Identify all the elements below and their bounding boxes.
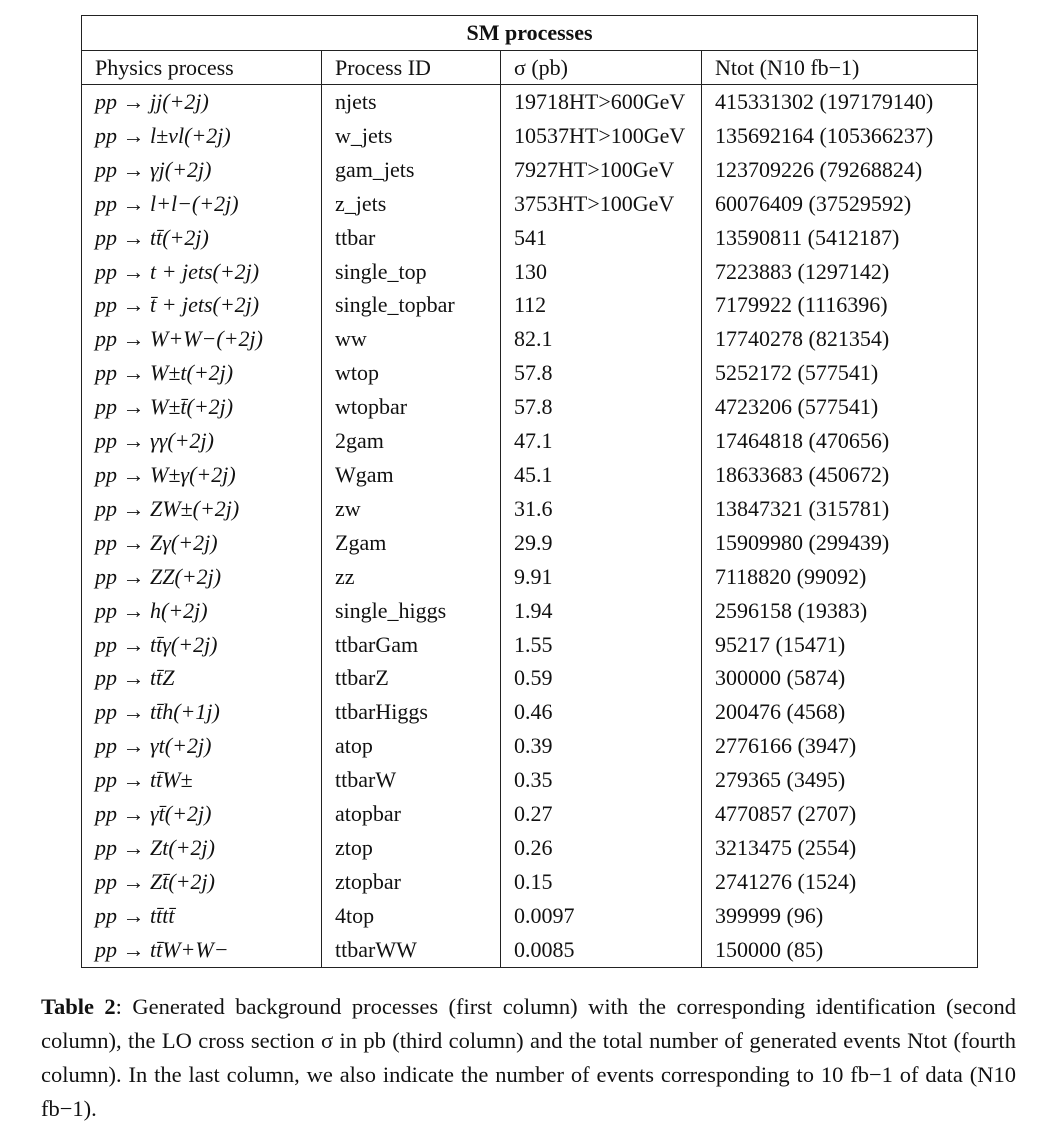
cell-sigma: 31.6 (501, 492, 702, 526)
cell-sigma: 57.8 (501, 356, 702, 390)
cell-ntot: 60076409 (37529592) (702, 187, 978, 221)
table-row (82, 661, 978, 695)
cell-sigma: 10537HT>100GeV (501, 119, 702, 153)
cell-physics-process: pp → γγ(+2j) (82, 424, 322, 458)
cell-process-id: ttbarZ (322, 661, 501, 695)
cell-process-id: single_top (322, 255, 501, 289)
cell-physics-process: pp → tt̄(+2j) (82, 221, 322, 255)
table-row (82, 865, 978, 899)
cell-ntot: 135692164 (105366237) (702, 119, 978, 153)
cell-ntot: 4723206 (577541) (702, 390, 978, 424)
table-row (82, 526, 978, 560)
cell-ntot: 279365 (3495) (702, 763, 978, 797)
table-caption (41, 990, 1016, 1126)
cell-ntot: 399999 (96) (702, 899, 978, 933)
sm-processes-table-wrap (81, 15, 977, 968)
cell-ntot: 123709226 (79268824) (702, 153, 978, 187)
cell-physics-process: pp → W±γ(+2j) (82, 458, 322, 492)
cell-ntot: 415331302 (197179140) (702, 85, 978, 119)
cell-ntot: 13847321 (315781) (702, 492, 978, 526)
cell-sigma: 0.15 (501, 865, 702, 899)
cell-physics-process: pp → W+W−(+2j) (82, 322, 322, 356)
cell-ntot: 5252172 (577541) (702, 356, 978, 390)
cell-sigma: 3753HT>100GeV (501, 187, 702, 221)
cell-process-id: ttbarWW (322, 933, 501, 967)
cell-process-id: atopbar (322, 797, 501, 831)
table-row (82, 119, 978, 153)
cell-ntot: 300000 (5874) (702, 661, 978, 695)
cell-sigma: 130 (501, 255, 702, 289)
cell-ntot: 95217 (15471) (702, 628, 978, 662)
cell-sigma: 0.39 (501, 729, 702, 763)
cell-process-id: 2gam (322, 424, 501, 458)
cell-physics-process: pp → tt̄h(+1j) (82, 695, 322, 729)
table-row (82, 458, 978, 492)
cell-sigma: 0.35 (501, 763, 702, 797)
cell-ntot: 7118820 (99092) (702, 560, 978, 594)
table-title-row (82, 16, 978, 51)
cell-physics-process: pp → tt̄W± (82, 763, 322, 797)
cell-sigma: 7927HT>100GeV (501, 153, 702, 187)
cell-sigma: 0.46 (501, 695, 702, 729)
cell-sigma: 29.9 (501, 526, 702, 560)
cell-process-id: zz (322, 560, 501, 594)
cell-process-id: ttbarGam (322, 628, 501, 662)
cell-sigma: 9.91 (501, 560, 702, 594)
table-title: SM processes (82, 16, 978, 51)
cell-physics-process: pp → γt(+2j) (82, 729, 322, 763)
cell-process-id: zw (322, 492, 501, 526)
caption-text: : Generated background processes (first column) with the corresponding identification (second column), the LO cross section σ in pb (third column) and the total number of generated events Ntot (fourth column). In the last column, we also indicate the number of events corresponding to 10 fb−1 of data (N10 fb−1). (41, 994, 1016, 1121)
cell-process-id: gam_jets (322, 153, 501, 187)
table-row (82, 933, 978, 967)
table-row (82, 763, 978, 797)
cell-physics-process: pp → γj(+2j) (82, 153, 322, 187)
caption-label: Table 2 (41, 994, 116, 1019)
table-row (82, 390, 978, 424)
cell-ntot: 17464818 (470656) (702, 424, 978, 458)
cell-ntot: 7223883 (1297142) (702, 255, 978, 289)
cell-process-id: single_topbar (322, 288, 501, 322)
cell-process-id: single_higgs (322, 594, 501, 628)
cell-sigma: 82.1 (501, 322, 702, 356)
table-row (82, 797, 978, 831)
cell-physics-process: pp → Zγ(+2j) (82, 526, 322, 560)
table-row (82, 424, 978, 458)
cell-process-id: ttbarHiggs (322, 695, 501, 729)
cell-physics-process: pp → t + jets(+2j) (82, 255, 322, 289)
table-row (82, 221, 978, 255)
table-row (82, 628, 978, 662)
cell-sigma: 47.1 (501, 424, 702, 458)
cell-process-id: wtop (322, 356, 501, 390)
cell-ntot: 17740278 (821354) (702, 322, 978, 356)
cell-process-id: ww (322, 322, 501, 356)
cell-process-id: w_jets (322, 119, 501, 153)
cell-process-id: Wgam (322, 458, 501, 492)
cell-ntot: 13590811 (5412187) (702, 221, 978, 255)
cell-process-id: ttbarW (322, 763, 501, 797)
cell-physics-process: pp → tt̄tt̄ (82, 899, 322, 933)
cell-ntot: 18633683 (450672) (702, 458, 978, 492)
cell-process-id: ztopbar (322, 865, 501, 899)
cell-physics-process: pp → t̄ + jets(+2j) (82, 288, 322, 322)
cell-process-id: Zgam (322, 526, 501, 560)
cell-process-id: z_jets (322, 187, 501, 221)
table-row (82, 255, 978, 289)
cell-physics-process: pp → l±νl(+2j) (82, 119, 322, 153)
table-row (82, 187, 978, 221)
header-sigma: σ (pb) (501, 51, 702, 85)
table-row (82, 356, 978, 390)
cell-sigma: 1.94 (501, 594, 702, 628)
header-ntot: Ntot (N10 fb−1) (702, 51, 978, 85)
cell-physics-process: pp → jj(+2j) (82, 85, 322, 119)
cell-sigma: 0.0097 (501, 899, 702, 933)
table-row (82, 594, 978, 628)
cell-physics-process: pp → γt̄(+2j) (82, 797, 322, 831)
cell-ntot: 2596158 (19383) (702, 594, 978, 628)
table-row (82, 288, 978, 322)
cell-process-id: ttbar (322, 221, 501, 255)
cell-ntot: 200476 (4568) (702, 695, 978, 729)
cell-sigma: 19718HT>600GeV (501, 85, 702, 119)
cell-physics-process: pp → ZZ(+2j) (82, 560, 322, 594)
cell-sigma: 112 (501, 288, 702, 322)
table-row (82, 560, 978, 594)
cell-ntot: 150000 (85) (702, 933, 978, 967)
cell-process-id: ztop (322, 831, 501, 865)
cell-process-id: 4top (322, 899, 501, 933)
table-row (82, 695, 978, 729)
header-process-id: Process ID (322, 51, 501, 85)
table-row (82, 85, 978, 119)
table-row (82, 492, 978, 526)
cell-sigma: 541 (501, 221, 702, 255)
cell-process-id: atop (322, 729, 501, 763)
cell-physics-process: pp → h(+2j) (82, 594, 322, 628)
sm-processes-table (81, 15, 978, 968)
cell-sigma: 57.8 (501, 390, 702, 424)
table-row (82, 831, 978, 865)
table-row (82, 322, 978, 356)
cell-physics-process: pp → tt̄γ(+2j) (82, 628, 322, 662)
cell-physics-process: pp → W±t(+2j) (82, 356, 322, 390)
cell-ntot: 15909980 (299439) (702, 526, 978, 560)
cell-physics-process: pp → tt̄Z (82, 661, 322, 695)
cell-ntot: 7179922 (1116396) (702, 288, 978, 322)
table-header-row (82, 51, 978, 85)
cell-sigma: 0.27 (501, 797, 702, 831)
cell-sigma: 0.26 (501, 831, 702, 865)
cell-physics-process: pp → tt̄W+W− (82, 933, 322, 967)
cell-ntot: 2776166 (3947) (702, 729, 978, 763)
cell-physics-process: pp → Zt̄(+2j) (82, 865, 322, 899)
cell-ntot: 4770857 (2707) (702, 797, 978, 831)
cell-sigma: 45.1 (501, 458, 702, 492)
cell-ntot: 3213475 (2554) (702, 831, 978, 865)
table-row (82, 153, 978, 187)
table-row (82, 729, 978, 763)
cell-physics-process: pp → Zt(+2j) (82, 831, 322, 865)
cell-sigma: 1.55 (501, 628, 702, 662)
cell-sigma: 0.59 (501, 661, 702, 695)
cell-physics-process: pp → l+l−(+2j) (82, 187, 322, 221)
cell-process-id: wtopbar (322, 390, 501, 424)
header-physics-process: Physics process (82, 51, 322, 85)
table-row (82, 899, 978, 933)
cell-sigma: 0.0085 (501, 933, 702, 967)
table-body (82, 85, 978, 968)
cell-ntot: 2741276 (1524) (702, 865, 978, 899)
cell-physics-process: pp → ZW±(+2j) (82, 492, 322, 526)
cell-physics-process: pp → W±t̄(+2j) (82, 390, 322, 424)
cell-process-id: njets (322, 85, 501, 119)
